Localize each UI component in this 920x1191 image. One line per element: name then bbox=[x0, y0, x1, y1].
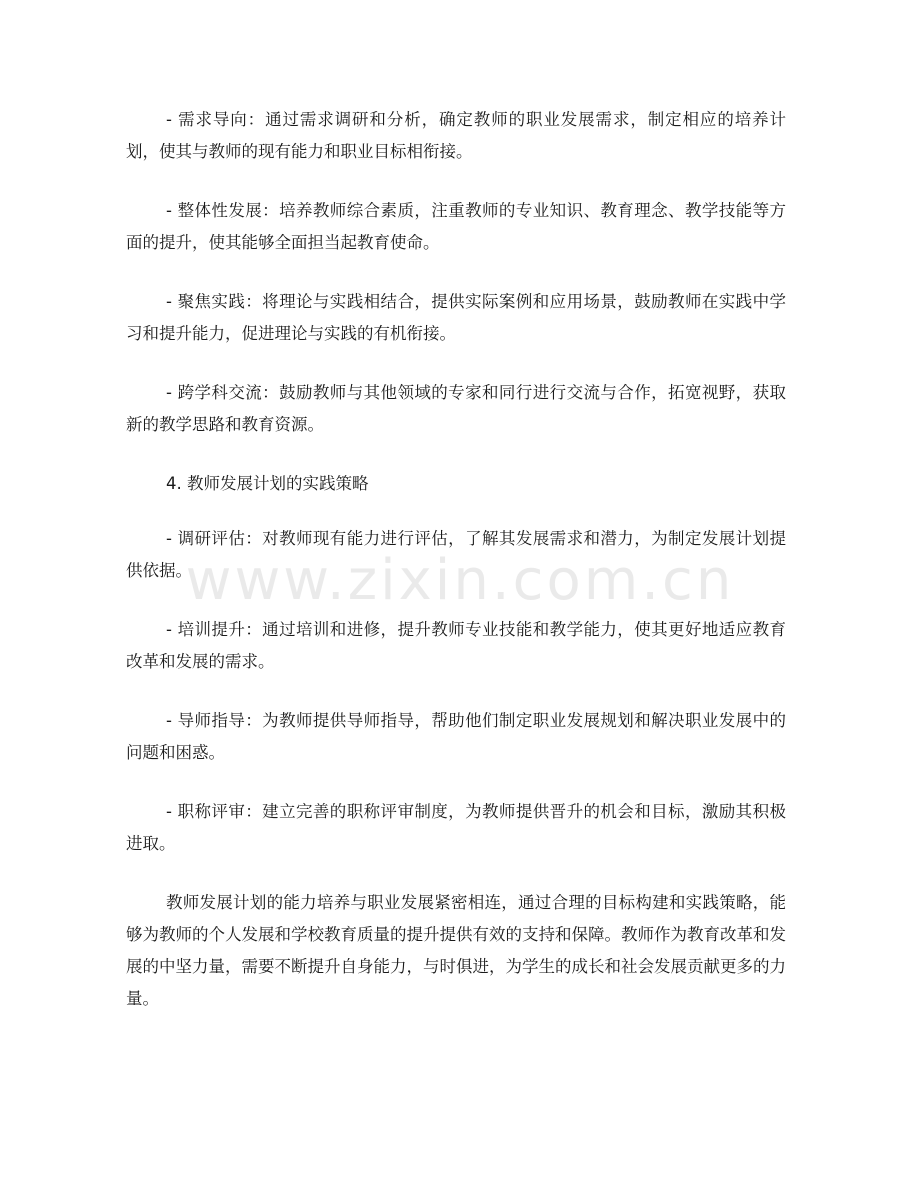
section-heading-practice-strategies: 4. 教师发展计划的实践策略 bbox=[166, 474, 369, 493]
bullet-mentor-guidance: - 导师指导：为教师提供导师指导，帮助他们制定职业发展规划和解决职业发展中的问题和困惑。 bbox=[126, 711, 786, 762]
bullet-title-evaluation: - 职称评审：建立完善的职称评审制度，为教师提供晋升的机会和目标，激励其积极进取。 bbox=[126, 802, 786, 853]
bullet-interdisciplinary-exchange: - 跨学科交流：鼓励教师与其他领域的专家和同行进行交流与合作，拓宽视野，获取新的教学思路和教育资源。 bbox=[126, 383, 786, 434]
bullet-research-assessment: - 调研评估：对教师现有能力进行评估，了解其发展需求和潜力，为制定发展计划提供依据。 bbox=[126, 529, 786, 580]
bullet-practice-focus: - 聚焦实践：将理论与实践相结合，提供实际案例和应用场景，鼓励教师在实践中学习和提升能力，促进理论与实践的有机衔接。 bbox=[126, 292, 786, 343]
conclusion-paragraph: 教师发展计划的能力培养与职业发展紧密相连，通过合理的目标构建和实践策略，能够为教师的个人发展和学校教育质量的提升提供有效的支持和保障。教师作为教育改革和发展的中坚力量，需要不断提升自身能力，与时俱进，为学生的成长和社会发展贡献更多的力量。 bbox=[126, 893, 786, 1008]
bullet-demand-oriented: - 需求导向：通过需求调研和分析，确定教师的职业发展需求，制定相应的培养计划，使其与教师的现有能力和职业目标相衔接。 bbox=[126, 110, 786, 161]
bullet-holistic-development: - 整体性发展：培养教师综合素质，注重教师的专业知识、教育理念、教学技能等方面的提升，使其能够全面担当起教育使命。 bbox=[126, 201, 786, 252]
document-body bbox=[126, 104, 786, 1042]
watermark: www.zixin.com.cn bbox=[185, 548, 735, 613]
bullet-training-improvement: - 培训提升：通过培训和进修，提升教师专业技能和教学能力，使其更好地适应教育改革和发展的需求。 bbox=[126, 620, 786, 671]
